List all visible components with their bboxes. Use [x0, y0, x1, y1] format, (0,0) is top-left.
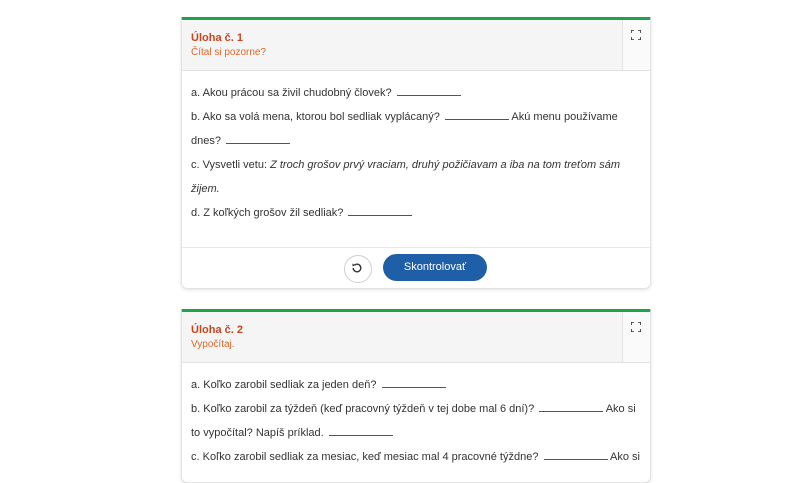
- reset-button[interactable]: [344, 255, 372, 283]
- task-body: [182, 71, 650, 225]
- answer-blank[interactable]: [397, 83, 461, 96]
- answer-blank[interactable]: [382, 375, 446, 388]
- question-text: a. Akou prácou sa živil chudobný človek?: [191, 87, 392, 99]
- task-footer: [182, 247, 650, 288]
- question-b: [191, 397, 641, 445]
- question-a: [191, 81, 641, 105]
- quote-text: Z troch grošov prvý vraciam, druhý požičiavam a iba na tom treťom sám žijem.: [191, 159, 620, 195]
- task-title: Úloha č. 1: [191, 32, 243, 44]
- question-text: d. Z koľkých grošov žil sedliak?: [191, 207, 344, 219]
- check-button[interactable]: Skontrolovať: [383, 254, 487, 281]
- answer-blank[interactable]: [348, 203, 412, 216]
- question-text: c. Koľko zarobil sedliak za mesiac, keď mesiac mal 4 pracovné týždne?: [191, 451, 539, 463]
- question-text: Akú menu používame dnes?: [191, 111, 618, 147]
- fullscreen-icon: [631, 322, 641, 332]
- task-header: [182, 20, 650, 71]
- answer-blank[interactable]: [329, 423, 393, 436]
- question-text: b. Koľko zarobil za týždeň (keď pracovný týždeň v tej dobe mal 6 dní)?: [191, 403, 535, 415]
- answer-blank[interactable]: [445, 107, 509, 120]
- fullscreen-icon: [631, 30, 641, 40]
- question-text: c. Vysvetli vetu:: [191, 159, 268, 171]
- fullscreen-button[interactable]: [622, 312, 650, 362]
- task-card-1: [181, 17, 651, 289]
- question-text: a. Koľko zarobil sedliak za jeden deň?: [191, 379, 377, 391]
- question-c: [191, 445, 641, 469]
- question-text: Ako si: [609, 451, 640, 463]
- answer-blank[interactable]: [544, 447, 608, 460]
- question-text: Ako si to vypočítal? Napíš príklad.: [191, 403, 636, 439]
- fullscreen-button[interactable]: [622, 20, 650, 70]
- question-text: b. Ako sa volá mena, ktorou bol sedliak vyplácaný?: [191, 111, 440, 123]
- question-c: [191, 153, 641, 201]
- question-a: [191, 373, 641, 397]
- task-body: [182, 363, 650, 469]
- answer-blank[interactable]: [226, 131, 290, 144]
- task-subtitle: Vypočítaj.: [191, 339, 235, 350]
- answer-blank[interactable]: [539, 399, 603, 412]
- question-d: [191, 201, 641, 225]
- task-header: [182, 312, 650, 363]
- question-b: [191, 105, 641, 153]
- task-title: Úloha č. 2: [191, 324, 243, 336]
- task-card-2: [181, 309, 651, 483]
- task-subtitle: Čítal si pozorne?: [191, 47, 267, 58]
- reset-icon: [351, 262, 363, 274]
